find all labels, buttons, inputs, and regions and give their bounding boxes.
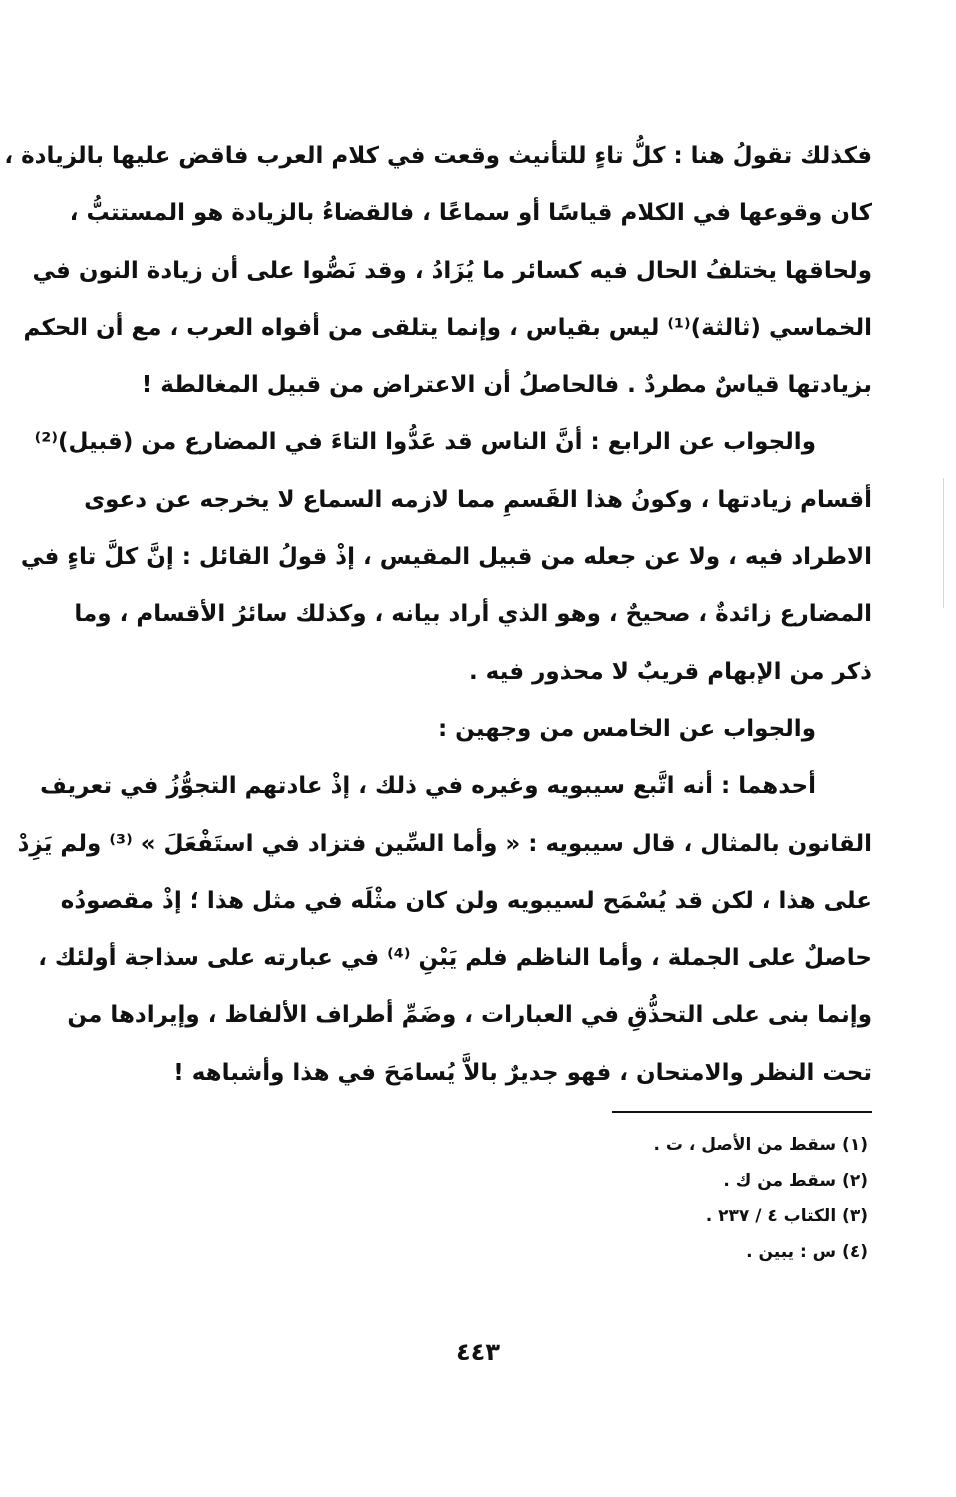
text-line: فكذلك تقولُ هنا : كلُّ تاءٍ للتأنيث وقعت في كلام العرب فاقض عليها بالزيادة ، xyxy=(4,143,872,169)
text-line: والجواب عن الرابع : أنَّ الناس قد عَدُّوا التاءَ في المضارع من (قبيل)⁽²⁾ xyxy=(34,429,816,456)
footnote: (١) سقط من الأصل ، ت . xyxy=(653,1135,868,1155)
text-line: كان وقوعها في الكلام قياسًا أو سماعًا ، فالقضاءُ بالزيادة هو المستتبُّ ، xyxy=(69,200,872,227)
text-line: ولحاقها يختلفُ الحال فيه كسائر ما يُزَادُ ، وقد نَصُّوا على أن زيادة النون في xyxy=(32,257,872,284)
footnote: (٢) سقط من ك . xyxy=(723,1170,868,1191)
text-line: القانون بالمثال ، قال سيبويه : « وأما السِّين فتزاد في استَفْعَلَ » ⁽³⁾ ولم يَزِدْ xyxy=(17,830,872,857)
footnote: (٣) الكتاب ٤ / ٢٣٧ . xyxy=(705,1206,868,1226)
text-line: الخماسي (ثالثة)⁽¹⁾ ليس بقياس ، وإنما يتلقى من أفواه العرب ، مع أن الحكم xyxy=(23,314,872,341)
text-line: تحت النظر والامتحان ، فهو جديرٌ بالاَّ يُسامَحَ في هذا وأشباهه ! xyxy=(173,1059,872,1086)
footnotes xyxy=(368,1128,868,1270)
text-line: أقسام زيادتها ، وكونُ هذا القَسمِ مما لازمه السماع لا يخرجه عن دعوى xyxy=(84,486,872,513)
text-line: بزيادتها قياسٌ مطردٌ . فالحاصلُ أن الاعتراض من قبيل المغالطة ! xyxy=(141,372,872,399)
text-line: وإنما بنى على التحذُّقِ في العبارات ، وضَمِّ أطراف الألفاظ ، وإيرادها من xyxy=(67,1002,872,1029)
text-line: ذكر من الإبهام قريبٌ لا محذور فيه . xyxy=(468,658,872,685)
text-line: الاطراد فيه ، ولا عن جعله من قبيل المقيس ، إذْ قولُ القائل : إنَّ كلَّ تاءٍ في xyxy=(20,544,872,571)
footnote-separator xyxy=(612,1111,872,1113)
footnote: (٤) س : يبين . xyxy=(746,1241,868,1262)
text-line: حاصلٌ على الجملة ، وأما الناظم فلم يَبْنِ ⁽⁴⁾ في عبارته على سذاجة أولئك ، xyxy=(38,945,872,972)
main-text xyxy=(4,128,872,1102)
scan-edge-mark xyxy=(943,478,944,608)
text-line: المضارع زائدةٌ ، صحيحٌ ، وهو الذي أراد بيانه ، وكذلك سائرُ الأقسام ، وما xyxy=(74,601,872,628)
text-line: والجواب عن الخامس من وجهين : xyxy=(437,715,816,742)
page-number: ٤٤٣ xyxy=(456,1338,500,1366)
text-line: أحدهما : أنه اتَّبع سيبويه وغيره في ذلك ، إذْ عادتهم التجوُّزُ في تعريف xyxy=(40,773,816,800)
text-line: على هذا ، لكن قد يُسْمَح لسيبويه ولن كان مثْلَه في مثل هذا ؛ إذْ مقصودُه xyxy=(60,887,872,914)
